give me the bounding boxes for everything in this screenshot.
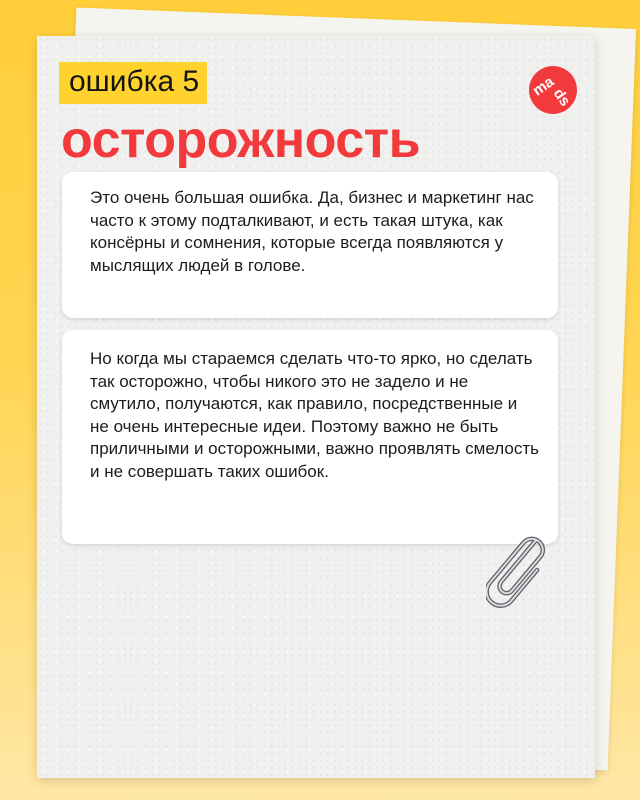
page-title: осторожность — [61, 111, 421, 169]
paperclip-icon — [486, 528, 550, 614]
mads-logo — [529, 66, 577, 114]
mistake-number-label: ошибка 5 — [59, 62, 207, 104]
text-card-1 — [62, 172, 558, 318]
logo-text-ma: ma — [529, 73, 558, 100]
card-2-text: Но когда мы стараемся сделать что-то ярко, но сделать так осторожно, чтобы никого это не задело и не смутило, получаются, как правило, посредственные и не очень интересные идеи. Поэтому важно не быть приличными и осторожными, важно проявлять смелость и не совершать таких ошибок. — [90, 349, 539, 481]
card-1-text: Это очень большая ошибка. Да, бизнес и маркетинг нас часто к этому подталкивают, и есть такая штука, как консёрны и сомнения, которые всегда появляются у мыслящих людей в голове. — [90, 188, 534, 275]
text-card-2 — [62, 330, 558, 544]
logo-text-ds: ds — [549, 85, 574, 110]
